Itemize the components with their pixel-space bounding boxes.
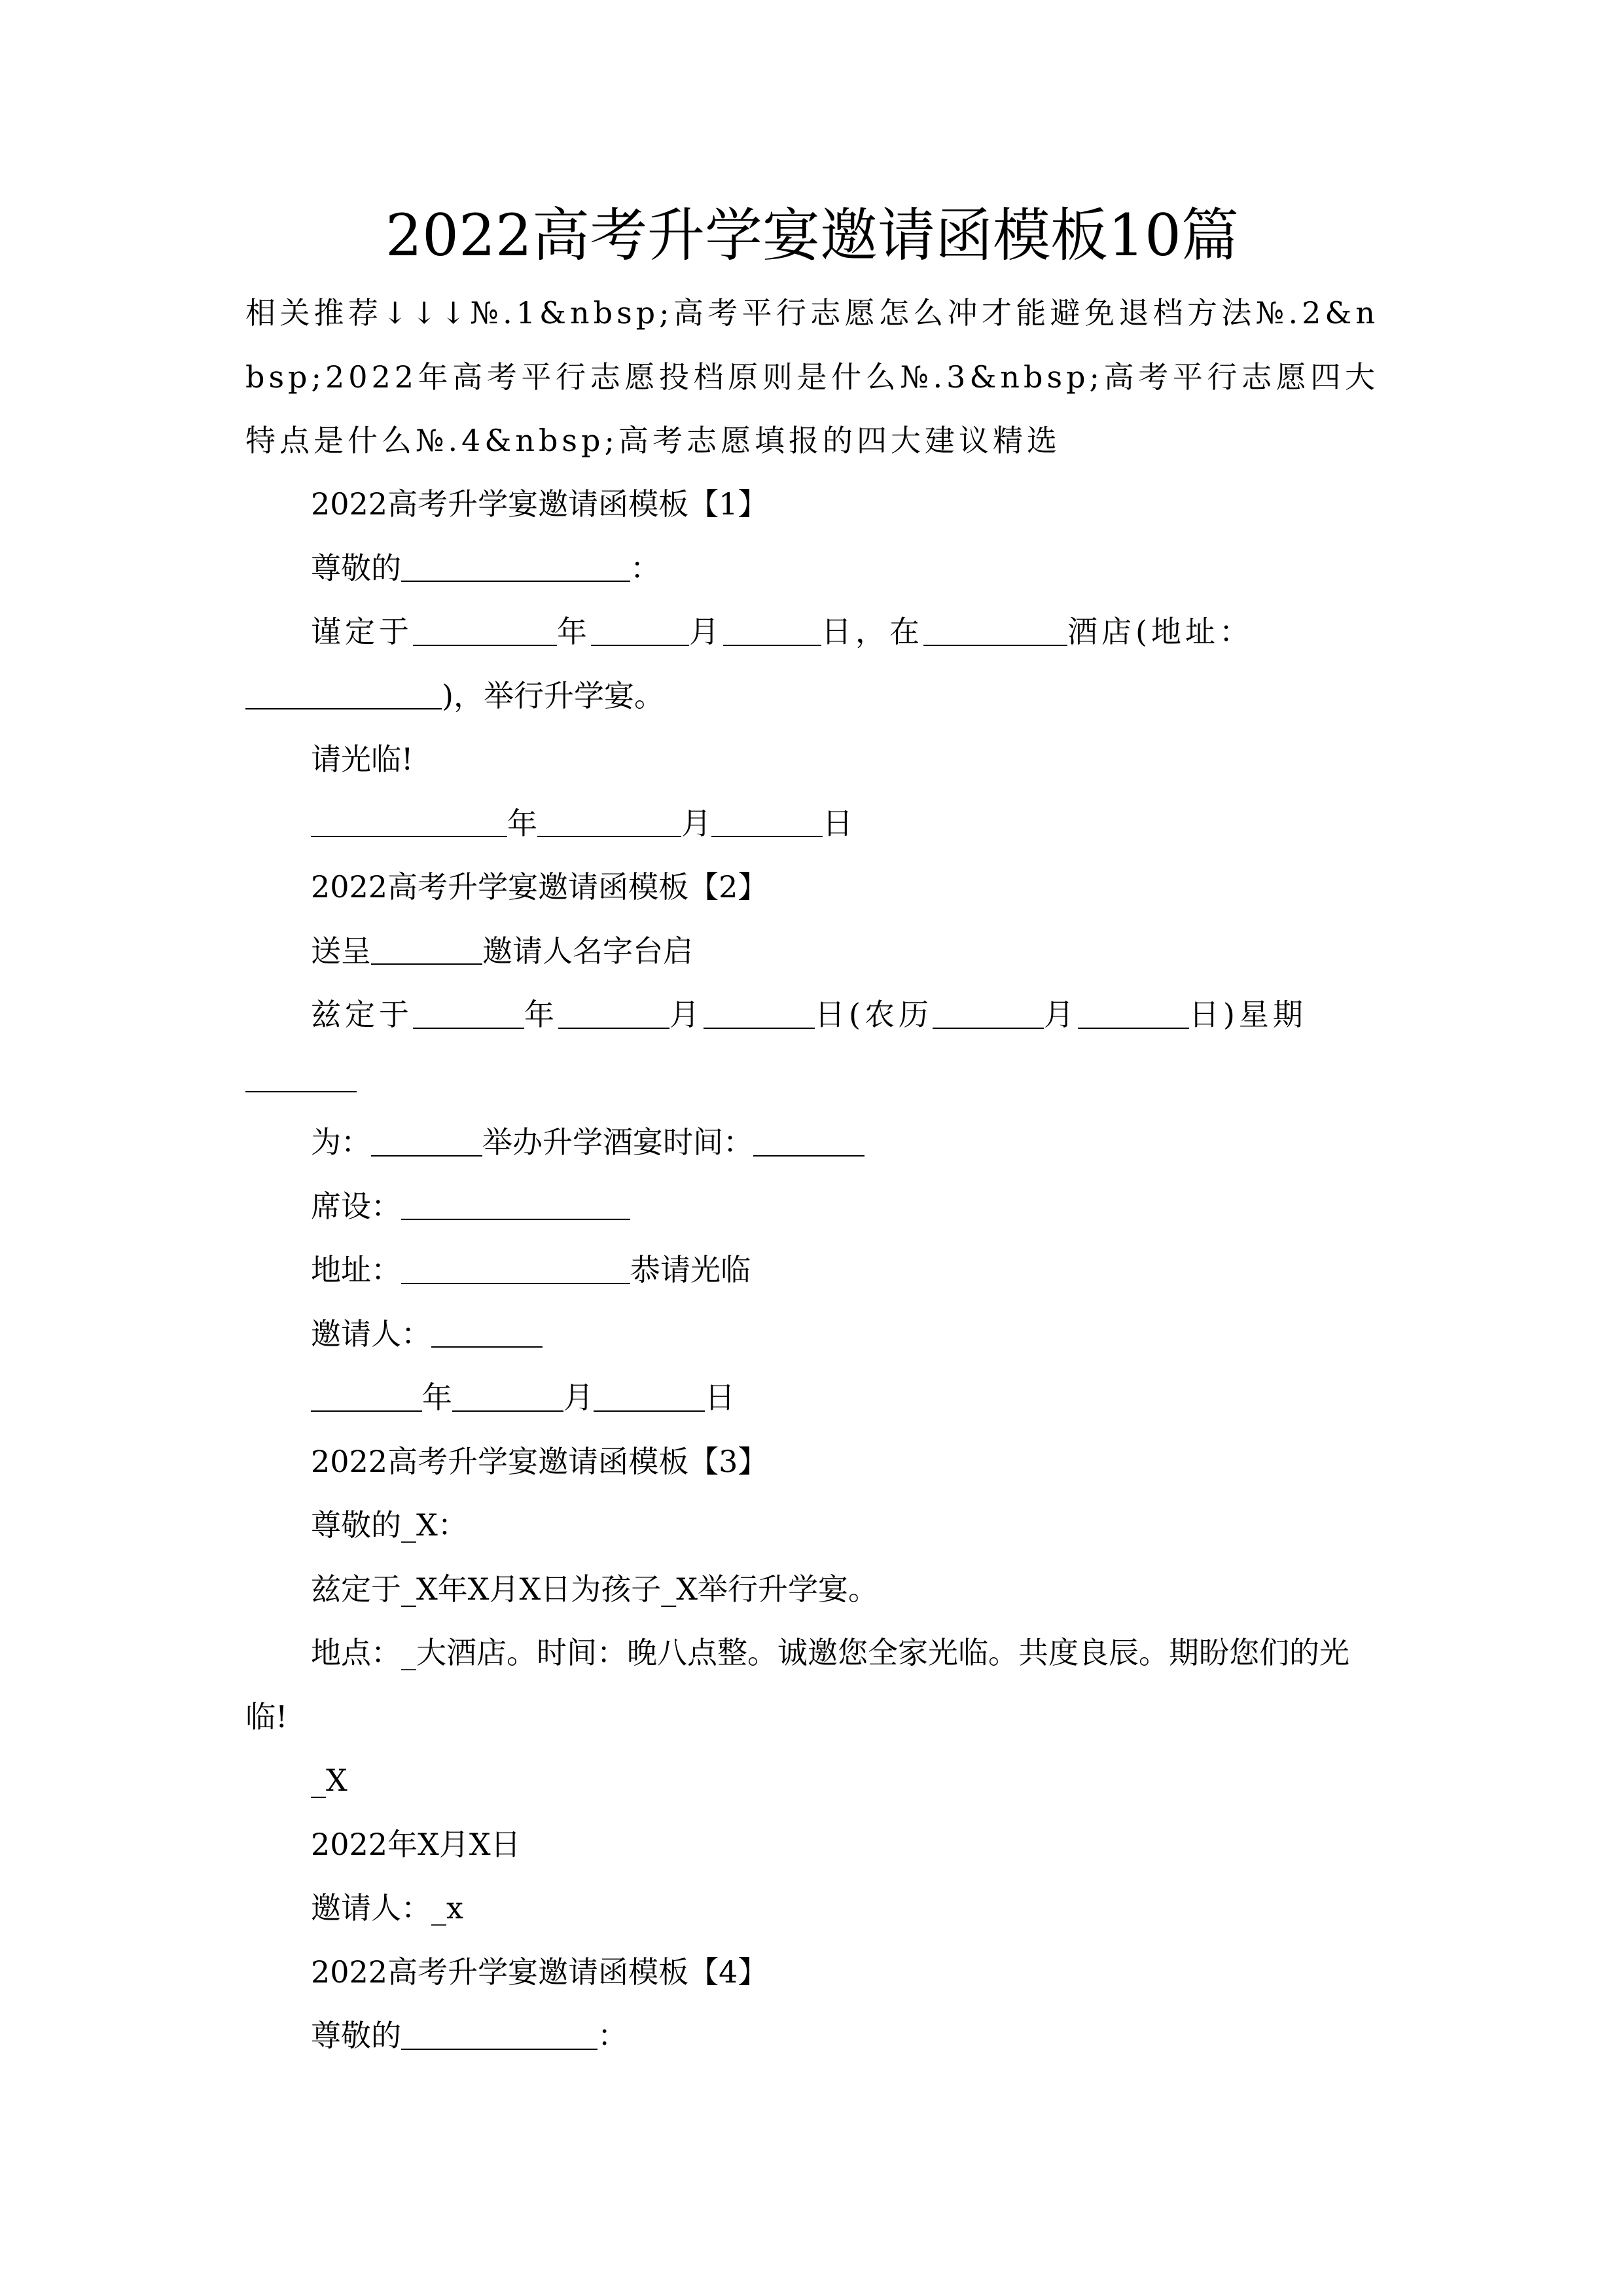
fill-blank xyxy=(401,2018,597,2050)
fill-blank xyxy=(311,1380,422,1412)
section-1-please-attend: 请光临! xyxy=(311,742,414,777)
fill-blank xyxy=(413,615,557,646)
section-1-date-line: 年 月 日 xyxy=(245,792,1379,856)
fill-blank xyxy=(452,1380,563,1412)
fill-blank xyxy=(704,997,815,1029)
section-3-sign: _X xyxy=(311,1763,348,1798)
section-3-line-1: 兹定于_X年X月X日为孩子_X举行升学宴。 xyxy=(311,1571,878,1607)
fill-blank xyxy=(753,1125,865,1157)
fill-blank xyxy=(401,1253,630,1284)
document-title: 2022高考升学宴邀请函模板10篇 xyxy=(385,202,1239,269)
fill-blank xyxy=(723,615,821,646)
section-1-line-2: )，举行升学宴。 xyxy=(245,664,1379,728)
section-3-line-2: 地点：_大酒店。时间：晚八点整。诚邀您全家光临。共度良辰。期盼您们的光临! xyxy=(245,1635,1349,1734)
fill-blank xyxy=(594,1380,705,1412)
fill-blank xyxy=(431,1316,543,1348)
section-1-salutation: 尊敬的 ： xyxy=(311,550,660,586)
section-2-send-line: 送呈 邀请人名字台启 xyxy=(311,933,693,969)
fill-blank xyxy=(923,615,1067,646)
section-3-heading: 2022高考升学宴邀请函模板【3】 xyxy=(311,1443,768,1479)
section-2-date-line-2 xyxy=(245,1047,1379,1111)
fill-blank xyxy=(401,550,630,582)
fill-blank xyxy=(371,933,482,965)
fill-blank xyxy=(401,1189,630,1220)
fill-blank xyxy=(371,1125,482,1157)
fill-blank xyxy=(591,615,689,646)
fill-blank xyxy=(537,806,681,837)
section-2-address-line: 地址： 恭请光临 xyxy=(311,1252,751,1287)
fill-blank xyxy=(413,997,524,1029)
section-2-seat-line: 席设： xyxy=(245,1175,1379,1239)
fill-blank xyxy=(311,806,507,837)
section-2-sign-date: 年 月 日 xyxy=(245,1366,1379,1430)
fill-blank xyxy=(558,997,669,1029)
section-2-inviter-line: 邀请人： xyxy=(245,1302,1379,1367)
section-1-heading: 2022高考升学宴邀请函模板【1】 xyxy=(311,486,768,522)
section-2-date-line-1: 兹定于 年 月 日(农历 月 日)星期 xyxy=(311,997,1307,1032)
fill-blank xyxy=(933,997,1044,1029)
section-4-heading: 2022高考升学宴邀请函模板【4】 xyxy=(311,1954,768,1990)
fill-blank xyxy=(711,806,823,837)
fill-blank xyxy=(245,1061,357,1092)
section-4-salutation: 尊敬的 ： xyxy=(311,2018,628,2053)
fill-blank xyxy=(245,678,442,709)
related-links-paragraph: 相关推荐↓↓↓№.1&nbsp;高考平行志愿怎么冲才能避免退档方法№.2&nbsp;2022年高考平行志愿投档原则是什么№.3&nbsp;高考平行志愿四大特点是什么№.4&nbsp;高考志愿填报的四大建议精选 xyxy=(245,295,1379,458)
section-3-date: 2022年X月X日 xyxy=(311,1826,521,1862)
section-2-for-line: 为： 举办升学酒宴时间： xyxy=(245,1111,1379,1175)
fill-blank xyxy=(1078,997,1189,1029)
section-3-salutation: 尊敬的_X： xyxy=(311,1507,468,1543)
section-2-heading: 2022高考升学宴邀请函模板【2】 xyxy=(311,869,768,905)
section-1-line-1: 谨定于 年 月 日，在 酒店(地址： xyxy=(311,614,1253,649)
document-page xyxy=(245,196,1379,2068)
section-3-inviter: 邀请人：_x xyxy=(311,1890,463,1926)
